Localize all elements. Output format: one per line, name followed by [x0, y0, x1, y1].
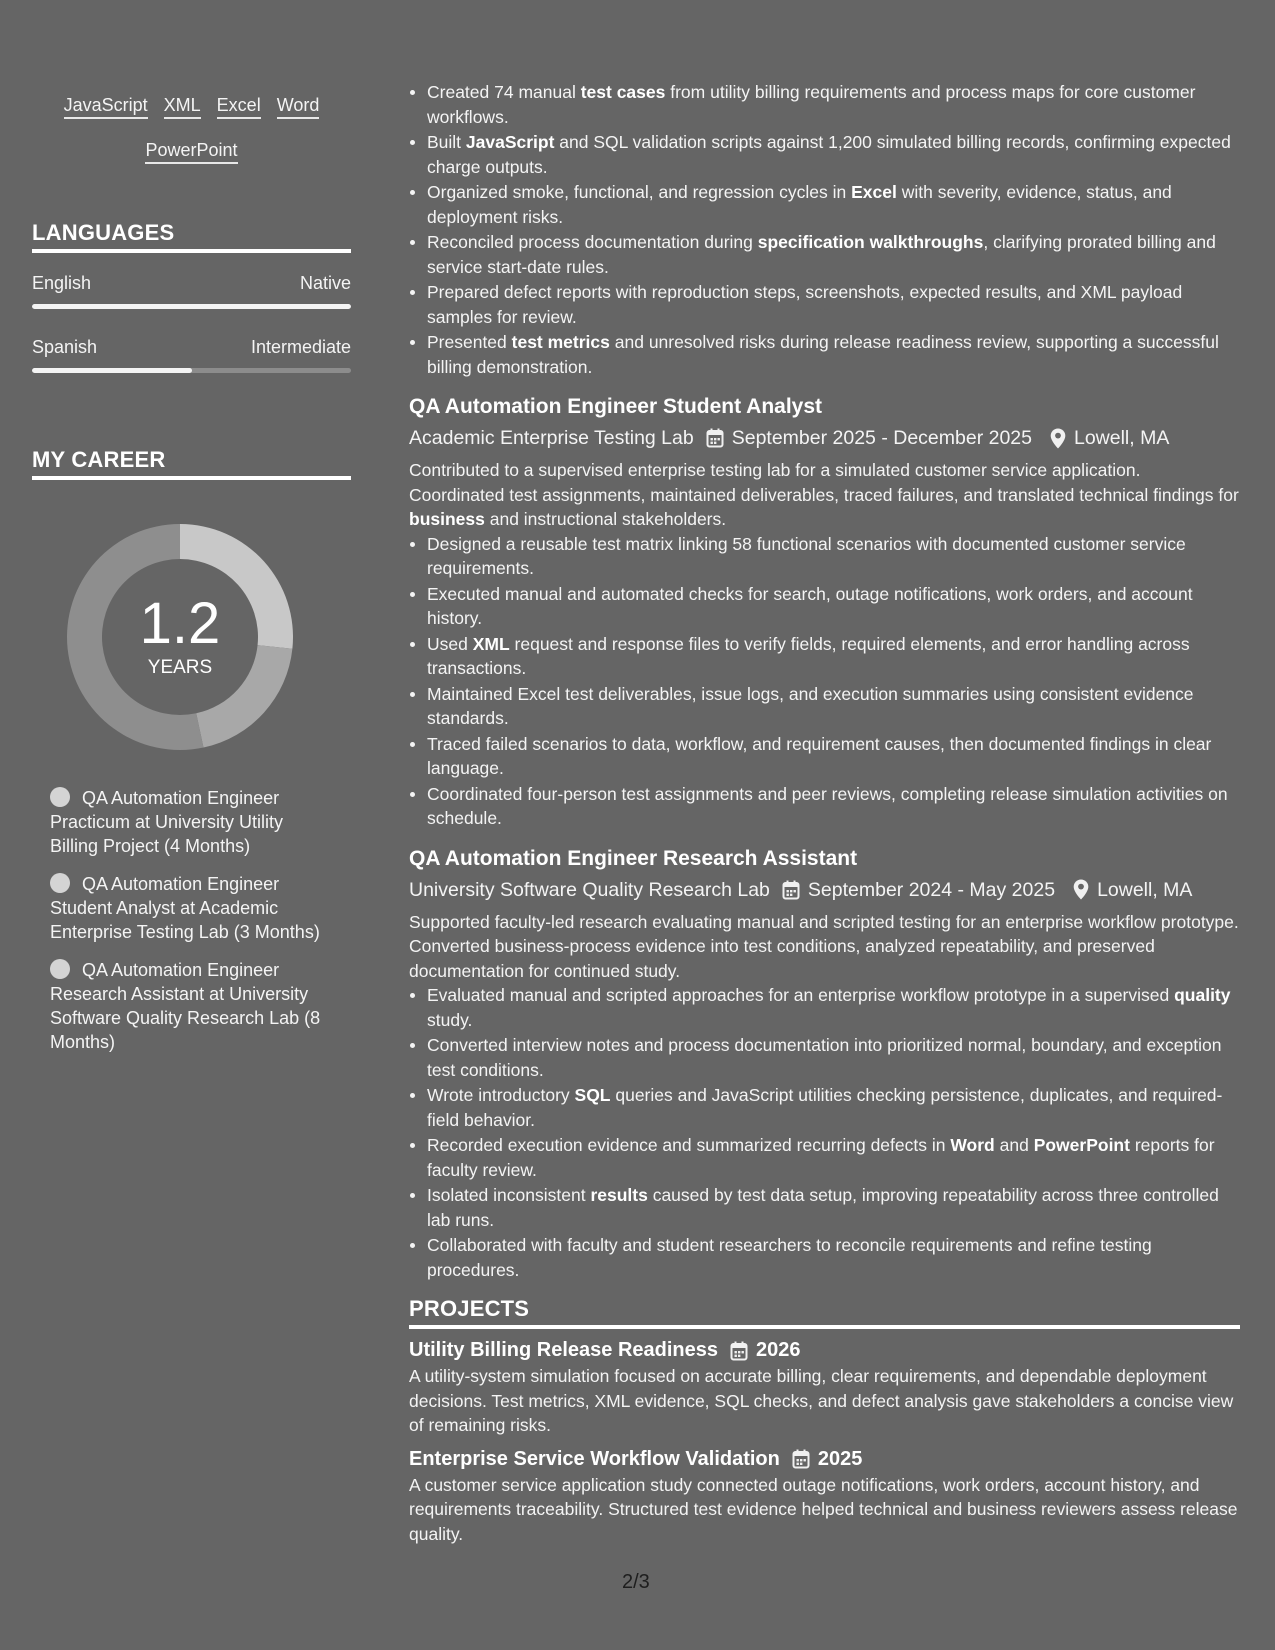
bullet-item: Wrote introductory SQL queries and JavaScript utilities checking persistence, duplicates, and required-field behavior. — [409, 1083, 1240, 1132]
bullet-item: Traced failed scenarios to data, workflow, and requirement causes, then documented findings in clear language. — [409, 732, 1240, 781]
career-heading: MY CAREER — [32, 447, 351, 480]
language-name: Spanish — [32, 337, 98, 357]
job-meta — [409, 877, 1240, 903]
job-org: University Software Quality Research Lab — [409, 878, 770, 901]
language-item — [32, 273, 351, 309]
project-entry — [409, 1339, 1240, 1438]
bullet-item: Organized smoke, functional, and regression cycles in Excel with severity, evidence, status, and deployment risks. — [409, 180, 1240, 229]
calendar-icon — [730, 1341, 748, 1361]
bullet-item: Designed a reusable test matrix linking 58 functional scenarios with documented customer service requirements. — [409, 532, 1240, 581]
bullet-item: Recorded execution evidence and summarized recurring defects in Word and PowerPoint reports for faculty review. — [409, 1133, 1240, 1182]
main-content — [409, 80, 1240, 1552]
career-dot-icon — [50, 959, 70, 979]
job-summary: Contributed to a supervised enterprise testing lab for a simulated customer service application. Coordinated test assignments, maintained deliverables, traced failures, and translated technical findings for business and instructional stakeholders. — [409, 460, 1239, 529]
bullet-item: Evaluated manual and scripted approaches for an enterprise workflow prototype in a supervised quality study. — [409, 983, 1240, 1032]
bullet-item: Collaborated with faculty and student researchers to reconcile requirements and refine testing procedures. — [409, 1233, 1240, 1282]
bullet-item: Converted interview notes and process documentation into prioritized normal, boundary, and exception test conditions. — [409, 1033, 1240, 1082]
career-item: QA Automation Engineer Student Analyst at Academic Enterprise Testing Lab (3 Months) — [50, 874, 320, 942]
skill-tag: XML — [164, 94, 201, 119]
proficiency-bar — [32, 304, 351, 309]
project-entry — [409, 1448, 1240, 1547]
career-dot-icon — [50, 787, 70, 807]
job-entry — [409, 394, 1240, 831]
projects-heading: PROJECTS — [409, 1296, 1240, 1329]
career-total: 1.2 — [139, 591, 221, 656]
calendar-icon — [782, 880, 800, 900]
calendar-icon — [792, 1449, 810, 1469]
bullet-item: Maintained Excel test deliverables, issue logs, and execution summaries using consistent evidence standards. — [409, 682, 1240, 731]
sidebar — [32, 84, 351, 1068]
bullet-item: Used XML request and response files to verify fields, required elements, and error handling across transactions. — [409, 632, 1240, 681]
skill-tag: Word — [277, 94, 320, 119]
bullet-item: Presented test metrics and unresolved risks during release readiness review, supporting a successful billing demonstration. — [409, 330, 1240, 379]
bullet-item: Created 74 manual test cases from utility billing requirements and process maps for core customer workflows. — [409, 80, 1240, 129]
skill-tag: JavaScript — [64, 94, 148, 119]
project-description: A customer service application study connected outage notifications, work orders, account history, and requirements traceability. Structured test evidence helped technical and business reviewers assess release quality. — [409, 1474, 1238, 1544]
bullet-item: Prepared defect reports with reproduction steps, screenshots, expected results, and XML payload samples for review. — [409, 280, 1240, 329]
proficiency-fill — [32, 368, 192, 373]
job-dates: September 2024 - May 2025 — [807, 878, 1056, 901]
map-pin-icon — [1073, 879, 1089, 900]
bullet-item: Executed manual and automated checks for search, outage notifications, work orders, and account history. — [409, 582, 1240, 631]
skills-list — [32, 84, 351, 174]
career-item: QA Automation Engineer Research Assistant at University Software Quality Research Lab (8 Months) — [50, 960, 321, 1052]
career-dot-icon — [50, 873, 70, 893]
project-name: Utility Billing Release Readiness — [409, 1339, 718, 1361]
project-year: 2025 — [817, 1447, 863, 1470]
career-item: QA Automation Engineer Practicum at University Utility Billing Project (4 Months) — [50, 788, 284, 856]
language-level: Intermediate — [250, 337, 351, 357]
job-title: QA Automation Engineer Student Analyst — [409, 395, 823, 418]
job-dates: September 2025 - December 2025 — [731, 427, 1032, 449]
job-location: Lowell, MA — [1097, 878, 1193, 901]
calendar-icon — [706, 428, 724, 448]
job-summary: Supported faculty-led research evaluating manual and scripted testing for an enterprise workflow prototype. Converted business-process evidence into test conditions, analyzed repeatability, and preserved documentation for continued study. — [409, 911, 1239, 981]
job-location: Lowell, MA — [1073, 427, 1170, 449]
bullet-item: Coordinated four-person test assignments and peer reviews, completing release simulation activities on schedule. — [409, 782, 1240, 831]
previous-job-bullets — [409, 80, 1240, 379]
skill-tag: PowerPoint — [145, 139, 237, 164]
proficiency-fill — [32, 304, 351, 309]
project-description: A utility-system simulation focused on accurate billing, clear requirements, and dependable deployment decisions. Test metrics, XML evidence, SQL checks, and defect analysis gave stakeholders a concise view of remaining risks. — [409, 1366, 1234, 1435]
job-bullets — [409, 532, 1240, 831]
languages-heading: LANGUAGES — [32, 220, 351, 253]
bullet-item: Reconciled process documentation during specification walkthroughs, clarifying prorated billing and service start-date rules. — [409, 230, 1240, 279]
map-pin-icon — [1050, 428, 1066, 449]
career-unit: YEARS — [147, 657, 213, 678]
language-name: English — [32, 273, 92, 293]
career-donut-chart — [67, 524, 293, 750]
language-level: Native — [299, 273, 351, 293]
bullet-item: Built JavaScript and SQL validation scripts against 1,200 simulated billing records, confirming expected charge outputs. — [409, 130, 1240, 179]
bullet-item: Isolated inconsistent results caused by test data setup, improving repeatability across three controlled lab runs. — [409, 1183, 1240, 1232]
job-entry — [409, 846, 1240, 1283]
job-bullets — [409, 983, 1240, 1282]
project-year: 2026 — [756, 1339, 801, 1361]
job-org: Academic Enterprise Testing Lab — [409, 427, 694, 449]
job-title: QA Automation Engineer Research Assistant — [409, 846, 858, 870]
proficiency-bar — [32, 368, 351, 373]
skill-tag: Excel — [217, 94, 261, 119]
project-name: Enterprise Service Workflow Validation — [409, 1447, 780, 1470]
career-list — [32, 786, 322, 1054]
language-item — [32, 337, 351, 373]
job-meta — [409, 425, 1240, 451]
page-number: 2/3 — [622, 1571, 650, 1593]
